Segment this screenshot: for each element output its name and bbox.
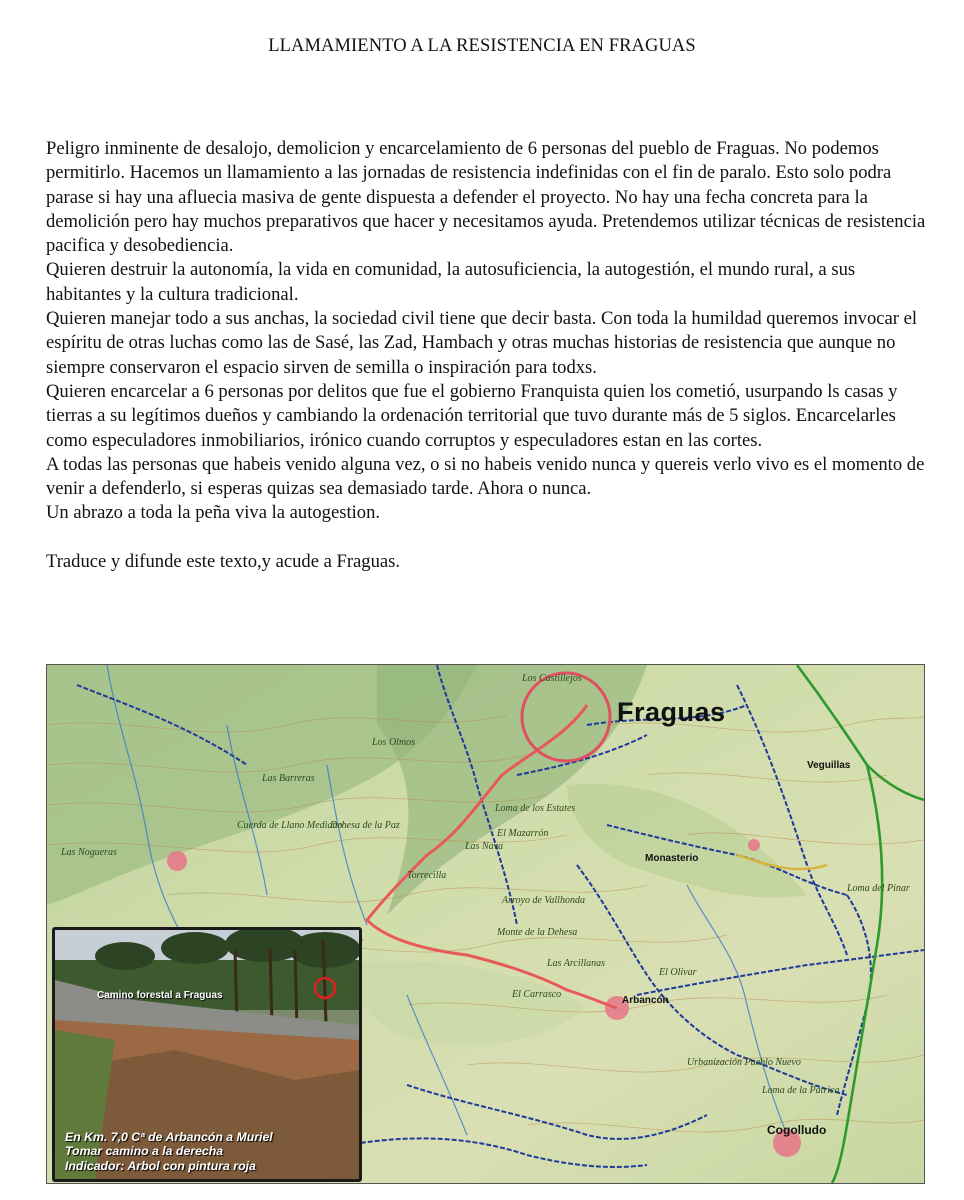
paragraph: Peligro inminente de desalojo, demolicion y encarcelamiento de 6 personas del pueblo de Fraguas. No podemos permitirlo. Hacemos un llamamiento a las jornadas de resistencia indefinidas con el fin de paralo. Esto solo podra parase si hay una afluecia masiva de gente dispuesta a defender el proyecto. No hay una fecha concreta para la demolición pero hay muchos preparativos que hacer y necesitamos ayuda. Pretendemos utilizar técnicas de resistencia pacifica y desobediencia.	[46, 138, 926, 257]
paragraph: Quieren encarcelar a 6 personas por delitos que fue el gobierno Franquista quien los cometió, usurpando ls casas y tierras a su legítimos dueños y cambiando la ordenación territorial que tuvo durante más de 5 siglos. Encarcelarles como especuladores inmobiliarios, irónico cuando corruptos y especuladores estan en las cortes.	[46, 380, 898, 451]
place-label: Los Olmos	[372, 737, 416, 748]
place-label: Las Barreras	[262, 773, 315, 784]
place-label: Dehesa de la Paz	[330, 820, 400, 831]
place-label: El Carrasco	[512, 989, 562, 1000]
inset-photo	[52, 927, 362, 1182]
place-label: Loma de los Estates	[495, 803, 576, 814]
paragraph: A todas las personas que habeis venido alguna vez, o si no habeis venido nunca y quereis verlo vivo es el momento de venir a defenderlo, si esperas quizas sea demasiado tarde. Ahora o nunca.	[46, 453, 925, 500]
place-label: Monasterio	[645, 853, 699, 864]
place-label: Torrecilla	[407, 870, 447, 881]
inset-caption	[65, 1130, 273, 1174]
place-label: El Mazarrón	[497, 828, 549, 839]
place-label: El Olivar	[659, 967, 697, 978]
inset-caption-line: Indicador: Arbol con pintura roja	[65, 1158, 256, 1173]
fraguas-label: Fraguas	[617, 697, 726, 727]
paragraph: Quieren manejar todo a sus anchas, la sociedad civil tiene que decir basta. Con toda la humildad queremos invocar el espíritu de otras luchas como las de Sasé, las Zad, Hambach y otras muchas historias de resistencia que aunque no siempre conservaron el espacio sirven de semilla o inspiración para todxs.	[46, 308, 918, 378]
place-label: Loma del Pinar	[847, 883, 910, 894]
inset-caption-line: En Km. 7,0 Cª de Arbancón a Muriel	[65, 1129, 273, 1144]
location-map	[46, 664, 925, 1184]
place-label: Veguillas	[807, 760, 851, 771]
place-label: Los Castillejos	[522, 673, 582, 684]
place-label: Las Nogueras	[61, 847, 117, 858]
paragraph: Quieren destruir la autonomía, la vida en comunidad, la autosuficiencia, la autogestión, el mundo rural, a sus habitantes y la cultura tradicional.	[46, 259, 856, 305]
spacer	[46, 526, 926, 550]
inset-path-label: Camino forestal a Fraguas	[97, 990, 223, 1001]
place-label: Las Arcillanas	[547, 958, 606, 969]
place-label: Las Nava	[465, 841, 504, 852]
paragraph: Un abrazo a toda la peña viva la autogestion.	[46, 502, 381, 524]
place-label: Cuerda de Llano Mediano	[237, 820, 343, 831]
inset-caption-line: Tomar camino a la derecha	[65, 1144, 224, 1158]
place-label: Arroyo de Vallhonda	[502, 895, 585, 906]
place-label: Arbancón	[622, 995, 669, 1006]
place-label: Cogolludo	[767, 1123, 827, 1137]
document-title: LLAMAMIENTO A LA RESISTENCIA EN FRAGUAS	[268, 36, 696, 56]
document-body	[46, 137, 926, 574]
closing-line: Traduce y difunde este texto,y acude a Fraguas.	[46, 551, 401, 573]
place-label: Urbanización Pueblo Nuevo	[687, 1057, 801, 1068]
place-label: Loma de la Patrica	[762, 1085, 840, 1096]
place-label: Monte de la Dehesa	[497, 927, 578, 938]
